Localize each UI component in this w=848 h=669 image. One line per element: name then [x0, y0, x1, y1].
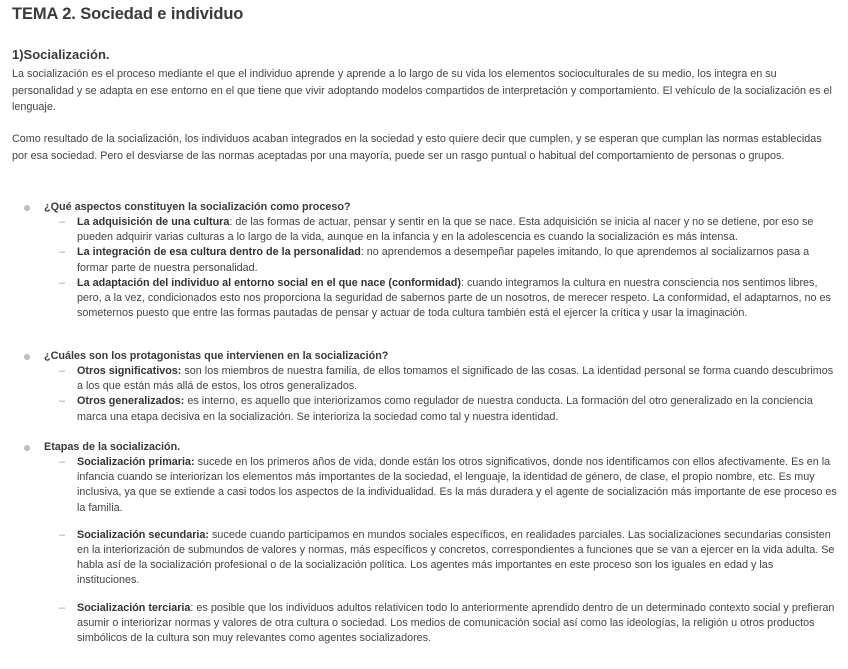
- item-text: : cuando integramos la cultura en nuestra consciencia nos sentimos libres, pero, a la vez, condicionados esto nos proporciona la seguridad de sabernos parte de un nosotros, de merecer respeto. La conformidad, el adaptarnos, no es someternos puesto que entre las formas pautadas de pensar y actuar de toda cultura también está el ejercer la crítica y usar la imaginación.: [77, 276, 831, 320]
- dash-icon: –: [59, 365, 66, 377]
- item-term: Socialización secundaria:: [77, 528, 210, 541]
- dash-icon: –: [59, 456, 66, 468]
- bullet-section: [12, 349, 838, 425]
- item-text: sucede cuando participamos en mundos sociales específicos, en realidades parciales. Las socializaciones secundarias consisten en la interiorización de submundos de valores y normas, más específicos y concretos, correspondientes a funciones que se van a ejercer en la vida adulta. Se habla así de la socialización profesional o de la socialización política. Los agentes más importantes en este proceso son los iguales en edad y las instituciones.: [77, 528, 835, 587]
- item-text: es interno, es aquello que interiorizamos como regulador de nuestra conducta. La formación del otro generalizado en la conciencia marca una etapa decisiva en la socialización. Se interioriza la sociedad como tal y nuestra identidad.: [77, 395, 813, 423]
- item-term: Otros significativos:: [77, 365, 182, 377]
- list-item: [12, 276, 837, 322]
- bullet-section: [12, 440, 838, 646]
- dash-icon: –: [59, 246, 66, 259]
- list-item: [12, 394, 837, 424]
- item-text: : de las formas de actuar, pensar y sentir en la que se nace. Esta adquisición se inicia al nacer y no se detiene, por eso se pueden adquirir varias culturas a lo largo de la vida, aunque en la infancia y en la adolescencia es cuando la socialización es más intensa.: [77, 216, 814, 244]
- list-item: [12, 215, 837, 245]
- dash-icon: –: [59, 276, 66, 289]
- bullet-dot-icon: [24, 445, 30, 451]
- dash-icon: –: [59, 216, 66, 228]
- bullet-dot-icon: [24, 205, 30, 211]
- page-title: TEMA 2. Sociedad e individuo: [12, 5, 244, 23]
- item-text: son los miembros de nuestra familia, de ellos tomamos el significado de las cosas. La identidad personal se forma cuando descubrimos a los que están más allá de estos, los otros generalizados.: [77, 365, 834, 393]
- item-text: : es posible que los individuos adultos relativicen todo lo anteriormente aprendido dentro de un determinado contexto social y prefieran asumir o interiorizar normas y valores de otra cultura o sociedad. Los medios de comunicación social así como las ideologías, la religión u otros productos simbólicos de la cultura son muy relevantes como agentes socializadores.: [77, 601, 835, 645]
- list-item: [12, 245, 837, 275]
- bullet-heading: ¿Cuáles son los protagonistas que intervienen en la socialización?: [44, 350, 389, 362]
- list-item: [12, 455, 837, 516]
- dash-icon: –: [59, 601, 66, 614]
- item-term: La adquisición de una cultura: [77, 216, 230, 228]
- spacer: [12, 516, 837, 528]
- item-term: Otros generalizados:: [77, 395, 185, 408]
- section-heading: 1)Socialización.: [12, 47, 110, 62]
- item-text: sucede en los primeros años de vida, donde están los otros significativos, donde nos identificamos con ellos afectivamente. Es en la infancia cuando se interiorizan los elementos más importantes de la sociedad, el lenguaje, la identidad de género, de clase, el propio nombre, etc. Es muy inclusiva, ya que se extiende a casi todos los aspectos de la individualidad. Es la más duradera y el agente de socialización más importante de ese proceso es la familia.: [77, 456, 837, 514]
- paragraph: Como resultado de la socialización, los individuos acaban integrados en la sociedad y esto quiere decir que cumplen, y se esperan que cumplan las normas establecidas por esa sociedad. Pero el desviarse de las normas aceptadas por una mayoría, puede ser un rasgo puntual o habitual del comportamiento de personas o grupos.: [12, 133, 822, 162]
- spacer: [12, 589, 837, 601]
- bullet-section: [12, 200, 838, 321]
- item-term: La adaptación del individuo al entorno social en el que nace (conformidad): [77, 276, 461, 289]
- item-term: Socialización primaria:: [77, 456, 195, 468]
- bullet-dot-icon: [24, 354, 30, 360]
- dash-icon: –: [59, 395, 66, 408]
- item-text: : no aprendemos a desempeñar papeles imitando, lo que aprendemos al socializarnos pasa a formar parte de nuestra personalidad.: [77, 246, 810, 274]
- dash-icon: –: [59, 528, 66, 541]
- list-item: [12, 528, 837, 589]
- list-item: [12, 601, 837, 647]
- item-term: La integración de esa cultura dentro de la personalidad: [77, 246, 361, 259]
- paragraph: La socialización es el proceso mediante el que el individuo aprende y aprende a lo largo de su vida los elementos socioculturales de su medio, los integra en su personalidad y se adapta en ese entorno en el que tiene que vivir adoptando modelos compartidos de interpretación y comportamiento. El vehículo de la socialización es el lenguaje.: [12, 68, 832, 114]
- bullet-heading: ¿Qué aspectos constituyen la socialización como proceso?: [44, 201, 351, 213]
- list-item: [12, 364, 837, 394]
- item-term: Socialización terciaria: [77, 601, 191, 614]
- bullet-heading: Etapas de la socialización.: [44, 441, 181, 453]
